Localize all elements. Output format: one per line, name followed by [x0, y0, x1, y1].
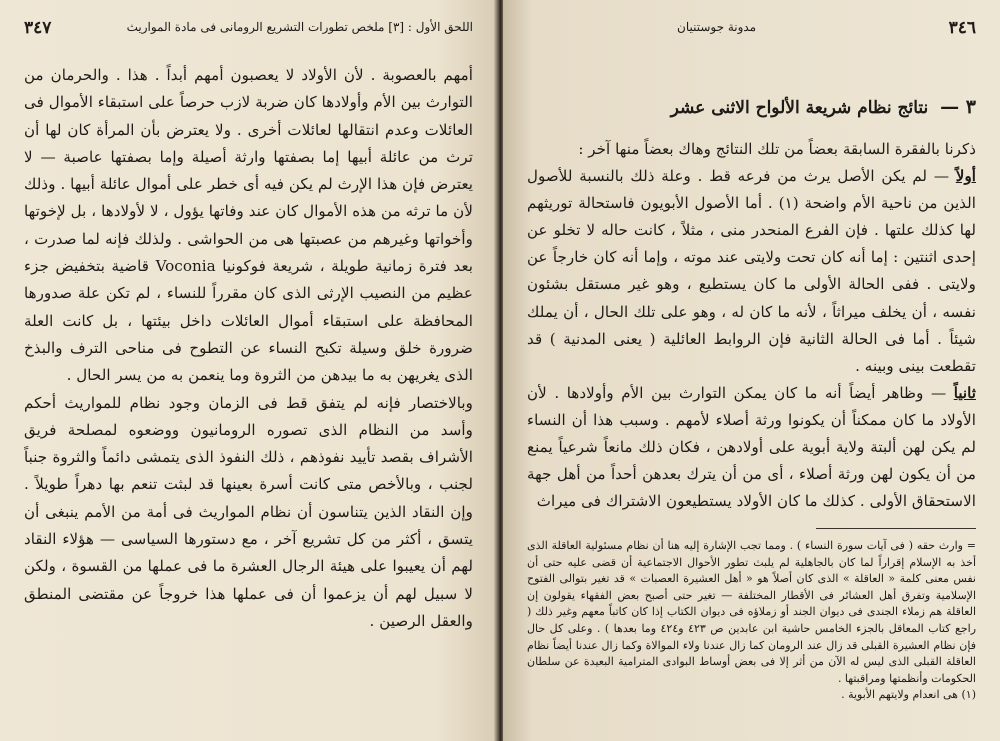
left-page-header — [24, 20, 473, 42]
running-head: مدونة جوستنيان — [677, 20, 757, 34]
left-page-body — [24, 62, 473, 635]
section-number: ٣ — — [940, 96, 976, 118]
paragraph-point-2 — [527, 380, 976, 515]
section-title: نتائج نظام شريعة الألواح الاثنى عشر — [670, 98, 929, 118]
page-number: ٣٤٧ — [24, 18, 52, 38]
right-page-body — [527, 136, 976, 515]
footnote-continued: = وارث حقه ( فى آيات سورة النساء ) . ومما تجب الإشارة إليه هنا أن نظام مسئولية العاقلة الذى أخذ به الإسلام إقراراً لما كان بالجاهلية لم يلبث تطور الأحوال الاجتماعية أن قضى عليه حتى أن نفس معنى كلمة « العاقلة » الذى كان أصلاً هو « أهل العشيرة العصبات » قد تغير بتوالى الفتوح الإسلامية وتفرق أهل العشائر فى الأقطار المختلفة — تغير حتى أصبح بعض الفقهاء يقولون إن العاقلة هم زملاء الجندى فى ديوان الجند أو زملاؤه فى ديوان الكتاب إذا كان كاتباً معهم وغير ذلك ( راجع كتاب المعاقل بالجزء الخامس حاشية ابن عابدين ص ٤٢٣ و٤٢٤ وما بعدها ) . وعلى كل حال فإن نظام العشيرة القبلى قد زال عند الرومان كما زال عندنا ولاء الموالاة وكما زال عندنا أيضاً نظام العاقلة القبلى الذى ليس له الآن من أثر إلا فى بعض أوساط البوادى المترامية البعيدة عن سلطان الحكومات وأنظمتها ومراقبتها . — [527, 539, 977, 685]
right-page-header — [527, 20, 976, 42]
point-label: أولاً — [955, 167, 976, 186]
footnote — [527, 538, 976, 704]
left-page — [0, 0, 497, 741]
right-page — [503, 0, 1000, 741]
running-head: اللحق الأول : [٣] ملخص تطورات التشريع الرومانى فى مادة المواريث — [126, 20, 473, 34]
section-heading — [543, 96, 976, 118]
paragraph-point-1 — [527, 163, 976, 380]
paragraph: وبالاختصار فإنه لم يتفق قط فى الزمان وجود نظام للمواريث أحكم وأسد من النظام الذى تصوره الرومانيون ووضعوه لمصلحة فريق الأشراف بقصد تأييد نفوذهم ، ذلك النفوذ الذى يتمشى دائماً والثروة جنباً لجنب ، وبالأخص متى كانت أسرة بعينها قد لبثت تنعم بها دهراً طويلاً . وإن النقاد الذين يتناسون أن نظام المواريث فى أمة من الأمم ينبغى أن يتسق ، أكثر من كل تشريع آخر ، مع دستورها السياسى — هؤلاء النقاد لهم أن يعيبوا على هيئة الرجال العشرة ما فى عملها من القسوة ، ولكن لا سبيل لهم أن يزعموا أن فى عملها هذا خروجاً عن مقتضى المنطق والعقل الرصين . — [24, 393, 473, 630]
point-label: ثانياً — [953, 383, 977, 402]
footnote-rule — [816, 528, 976, 529]
point-text: — لم يكن الأصل يرث من فرعه قط . وعلة ذلك بالنسبة للأصول الذين من ناحية الأم واضحة (١) . أما الأصول الأبويون فاستحالة توريثهم لها كذلك علتها . فإن الفرع المنحدر منى ، مثلاً ، كانت حاله لا تخلو عن إحدى اثنتين : إما أنه كان تحت ولايتى عند موته ، وإما أنه كان خارجاً عن ولايتى . ففى الحالة الأولى ما كان يستطيع ، وهو غير مستقل بشئون نفسه ، أن يخلف ميراثاً ، لأنه ما كان له ، وهو على تلك الحال ، أن يملك شيئاً . أما فى الحالة الثانية فإن الروابط العائلية ( يعنى المدنية ) قد تقطعت بينى وبينه . — [527, 167, 976, 375]
footnote-1: (١) هى انعدام ولايتهم الأبوية . — [841, 688, 976, 702]
point-text: — وظاهر أيضاً أنه ما كان يمكن التوارث بين الأم وأولادها . لأن الأولاد ما كان ممكناً أن يكونوا ورثة أصلاء لأمهم . وسبب هذا أن النساء لم يكن لهن ألبتة ولاية أبوية على أولادهن ، فكان ذلك مانعاً شرعياً يمنع من أن يكون لهن ورثة أصلاء ، أى من أن يترك بعدهن أحداً من أهل جهة الاستحقاق الأولى . كذلك ما كان الأولاد يستطيعون الاشتراك فى ميراث — [527, 383, 976, 511]
page-number: ٣٤٦ — [948, 18, 976, 38]
paragraph: أمهم بالعصوبة . لأن الأولاد لا يعصبون أمهم أبداً . هذا . والحرمان من التوارث بين الأم وأولادها كان ضربة لازب حرصاً على استبقاء الأموال فى العائلات وعدم انتقالها لعائلات أخرى . ولا يعترض بأن المرأة كان لها أن ترث من عائلة أبيها إما بصفتها وارثة أصيلة وإما بصفتها عاصبة — لا يعترض فإن هذا الإرث لم يكن فيه أى خطر على أموال عائلة أبيها . وذلك لأن ما ترثه من هذه الأموال كان عند وفاتها يؤول ، لا لأولادها ، بل لإخوتها وأخواتها وغيرهم من عصبتها هى من الحواشى . ولذلك فإنه لما صدرت ، بعد فترة زمانية طويلة ، شريعة فوكونيا Voconia قاضية بتخفيض جزء عظيم من النصيب الإرثى الذى كان مقرراً للنساء ، لم تكن علة صدورها المحافظة على استبقاء أموال العائلات داخل بيئتها ، بل كانت العلة ضرورة خلق وسيلة تكبح النساء عن التطوح فى مناحى الترف والبذخ الذى يغريهن به ما بيدهن من الثروة وما ينعمن به من يسر الحال . — [24, 66, 473, 385]
paragraph-intro: ذكرنا بالفقرة السابقة بعضاً من تلك النتائج وهاك بعضاً منها آخر : — [578, 140, 976, 158]
